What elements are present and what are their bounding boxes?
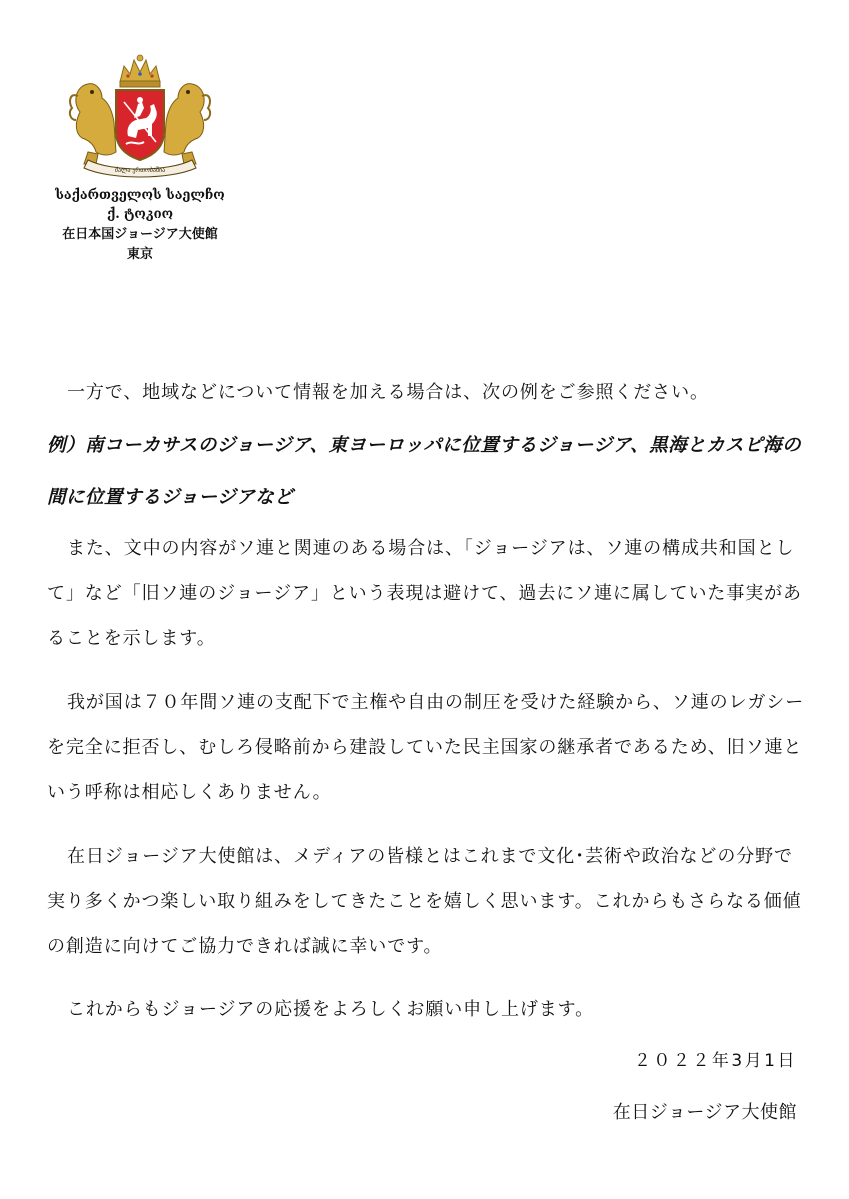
- svg-text:ძალა ერთობაშია: ძალა ერთობაშია: [114, 167, 166, 174]
- paragraph-closing-request: これからもジョージアの応援をよろしくお願い申し上げます。: [67, 999, 595, 1020]
- paragraph-soviet-context: また、文中の内容がソ連と関連のある場合は、「ジョージアは、ソ連の構成共和国として」など「旧ソ連のジョージア」という表現は避けて、過去にソ連に属していた事実があることを示します。: [47, 538, 802, 649]
- example-text: 例）南コーカサスのジョージア、東ヨーロッパに位置するジョージア、黒海とカスピ海の間に位置するジョージアなど: [47, 435, 802, 508]
- coat-of-arms-emblem: [62, 52, 218, 180]
- letterhead-georgian-embassy: საქართველოს საელჩო: [55, 188, 225, 203]
- letter-date: ２０２２年3月1日: [633, 1051, 797, 1071]
- paragraph-intro: 一方で、地域などについて情報を加える場合は、次の例をご参照ください。: [67, 382, 709, 403]
- shield-icon: [116, 90, 164, 160]
- crown-icon: [120, 55, 160, 87]
- letterhead-japanese-city: 東京: [126, 247, 153, 262]
- paragraph-soviet-legacy: 我が国は７０年間ソ連の支配下で主権や自由の制圧を受けた経験から、ソ連のレガシーを完全に拒否し、むしろ侵略前から建設していた民主国家の継承者であるため、旧ソ連という呼称は相応しくありません。: [47, 692, 805, 803]
- letterhead-japanese-embassy: 在日本国ジョージア大使館: [62, 227, 218, 242]
- motto-ribbon: [84, 160, 196, 177]
- paragraph-media-thanks: 在日ジョージア大使館は、メディアの皆様とはこれまで文化･芸術や政治などの分野で実り多くかつ楽しい取り組みをしてきたことを嬉しく思います。これからもさらなる価値の創造に向けてご協力できれば誠に幸いです。: [47, 846, 802, 957]
- letterhead-georgian-city: ქ. ტოკიო: [106, 207, 174, 222]
- right-lion-icon: [164, 84, 210, 164]
- letter-signature: 在日ジョージア大使館: [612, 1102, 797, 1123]
- left-lion-icon: [70, 84, 116, 164]
